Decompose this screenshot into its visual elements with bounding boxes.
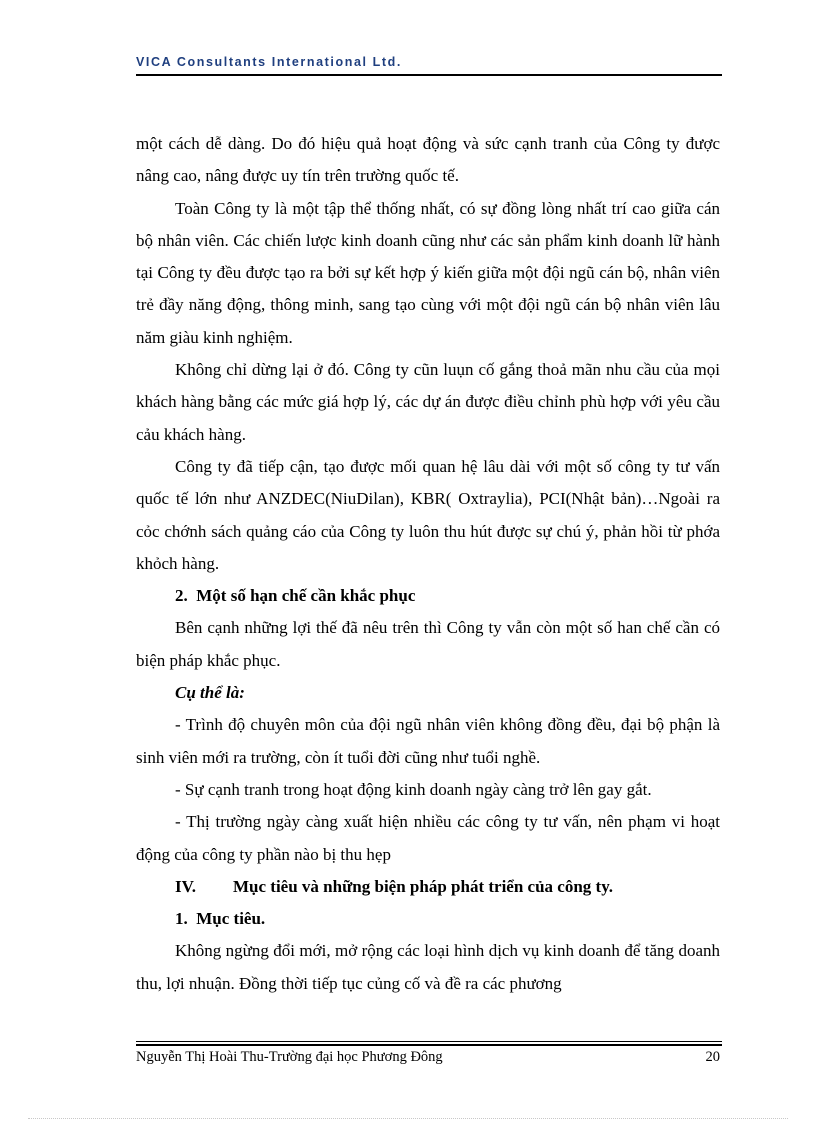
subsection-heading bbox=[136, 580, 720, 612]
list-intro: Cụ thể là: bbox=[175, 683, 245, 703]
footer-rule bbox=[136, 1044, 722, 1046]
subsection-heading bbox=[136, 903, 720, 935]
paragraph: Toàn Công ty là một tập thể thống nhất, có sự đồng lòng nhất trí cao giữa cán bộ nhân viên. Các chiến lược kinh doanh cũng như các sản phẩm kinh doanh lữ hành tại Công ty đều được tạo ra bởi sự kết hợp ý kiến giữa một đội ngũ cán bộ, nhân viên trẻ đầy năng động, thông minh, sang tạo cùng với một đội ngũ cán bộ nhân viên lâu năm giàu kinh nghiệm. bbox=[136, 198, 720, 347]
section-heading bbox=[136, 871, 720, 903]
paragraph: Không chỉ dừng lại ở đó. Công ty cũn luụn cố gắng thoả mãn nhu cầu của mọi khách hàng bằng các mức giá hợp lý, các dự án được điều chỉnh phù hợp với yêu cầu cảu khách hàng. bbox=[136, 360, 720, 444]
bullet-item: - Sự cạnh tranh trong hoạt động kinh doanh ngày càng trở lên gay gắt. bbox=[175, 779, 652, 799]
paragraph: Bên cạnh những lợi thế đã nêu trên thì Công ty vẫn còn một số han chế cần có biện pháp khắc phục. bbox=[136, 618, 720, 670]
section-number: IV. bbox=[175, 876, 196, 896]
heading-text: Một số hạn chế cần khắc phục bbox=[196, 586, 416, 606]
section-title: Mục tiêu và những biện pháp phát triển của công ty. bbox=[233, 876, 614, 896]
header-rule bbox=[136, 74, 722, 76]
paragraph: Công ty đã tiếp cận, tạo được mối quan hệ lâu dài với một số công ty tư vấn quốc tế lớn như ANZDEC(NiuDilan), KBR( Oxtraylia), PCI(Nhật bản)…Ngoài ra cỏc chớnh sách quảng cáo của Công ty luôn thu hút được sự chú ý, phản hồi từ phớa khỏch hàng. bbox=[136, 456, 720, 573]
bullet-item: - Thị trường ngày càng xuất hiện nhiều các công ty tư vấn, nên phạm vi hoạt động của công ty phần nào bị thu hẹp bbox=[136, 812, 720, 864]
heading-number: 2. bbox=[175, 586, 188, 606]
page-number: 20 bbox=[705, 1049, 720, 1065]
heading-number: 1. bbox=[175, 909, 188, 929]
heading-text: Mục tiêu. bbox=[196, 909, 266, 929]
footer-author: Nguyễn Thị Hoài Thu-Trường đại học Phương Đông bbox=[136, 1049, 443, 1065]
paragraph: Không ngừng đổi mới, mở rộng các loại hình dịch vụ kinh doanh để tăng doanh thu, lợi nhuận. Đồng thời tiếp tục củng cố và đề ra các phương bbox=[136, 941, 720, 993]
running-header: VICA Consultants International Ltd. bbox=[136, 55, 402, 69]
paragraph: một cách dễ dàng. Do đó hiệu quả hoạt động và sức cạnh tranh của Công ty được nâng cao, nâng được uy tín trên trường quốc tế. bbox=[136, 134, 720, 186]
page-edge-divider bbox=[28, 1118, 788, 1119]
bullet-item: - Trình độ chuyên môn của đội ngũ nhân viên không đồng đều, đại bộ phận là sinh viên mới ra trường, còn ít tuổi đời cũng như tuổi nghề. bbox=[136, 715, 720, 767]
footer-rule bbox=[136, 1041, 722, 1042]
page-body bbox=[136, 128, 720, 1000]
